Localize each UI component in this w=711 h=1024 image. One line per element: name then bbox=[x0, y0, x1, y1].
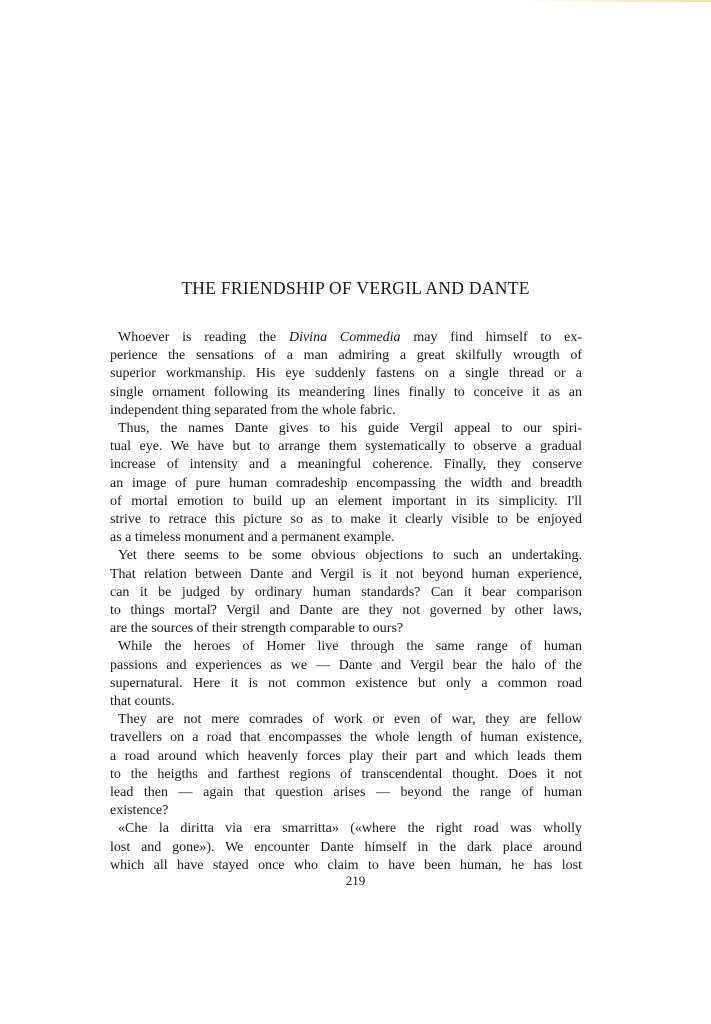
text-line bbox=[110, 766, 582, 784]
text-line bbox=[110, 438, 582, 456]
text-line bbox=[110, 748, 582, 766]
text-segment: lead then — again that question arises — beyond the range of human bbox=[110, 785, 582, 801]
text-line bbox=[110, 329, 582, 347]
text-segment: superior workmanship. His eye suddenly fastens on a single thread or a bbox=[110, 366, 582, 382]
text-segment: passions and experiences as we — Dante and Vergil bear the halo of the bbox=[110, 657, 582, 673]
text-line bbox=[110, 347, 582, 365]
text-line bbox=[110, 675, 582, 693]
text-segment: single ornament following its meandering lines finally to conceive it as an bbox=[110, 384, 582, 400]
text-segment: which all have stayed once who claim to have been human, he has lost bbox=[110, 857, 582, 873]
page-edge-tint bbox=[511, 0, 711, 2]
text-segment: as a timeless monument and a permanent example. bbox=[110, 530, 395, 546]
text-line bbox=[110, 638, 582, 656]
text-line bbox=[110, 602, 582, 620]
text-segment: to things mortal? Vergil and Dante are they not governed by other laws, bbox=[110, 603, 582, 619]
text-segment: Yet there seems to be some obvious objections to such an undertaking. bbox=[118, 548, 582, 564]
text-segment: travellers on a road that encompasses the whole length of human existence, bbox=[110, 730, 582, 746]
text-segment: supernatural. Here it is not common existence but only a common road bbox=[110, 675, 582, 691]
text-line bbox=[110, 620, 582, 638]
text-segment: that counts. bbox=[110, 694, 175, 710]
text-line bbox=[110, 384, 582, 402]
text-segment: «Che la diritta via era smarritta» («where the right road was wholly bbox=[118, 821, 582, 837]
page-number: 219 bbox=[345, 873, 366, 888]
text-line bbox=[110, 420, 582, 438]
paragraph bbox=[110, 547, 582, 638]
text-line bbox=[110, 657, 582, 675]
text-line bbox=[110, 547, 582, 565]
text-line bbox=[110, 802, 582, 820]
text-segment: They are not mere comrades of work or even of war, they are fellow bbox=[118, 712, 582, 728]
body-text bbox=[110, 329, 582, 875]
text-segment: are the sources of their strength comparable to ours? bbox=[110, 621, 404, 637]
paragraph bbox=[110, 420, 582, 547]
text-segment: That relation between Dante and Vergil is it not beyond human experience, bbox=[110, 566, 582, 582]
paragraph bbox=[110, 329, 582, 420]
text-segment: an image of pure human comradeship encompassing the width and breadth bbox=[110, 475, 582, 491]
italic-title: Divina Commedia bbox=[288, 330, 401, 345]
text-segment: lost and gone»). We encounter Dante himself in the dark place around bbox=[110, 839, 582, 855]
text-line bbox=[110, 693, 582, 711]
text-segment: Thus, the names Dante gives to his guide Vergil appeal to our spiri- bbox=[118, 421, 582, 437]
text-segment: to the heigths and farthest regions of transcendental thought. Does it not bbox=[110, 766, 582, 782]
text-line bbox=[110, 729, 582, 747]
paragraph bbox=[110, 820, 582, 875]
text-segment: strive to retrace this picture so as to make it clearly visible to be enjoyed bbox=[110, 512, 582, 528]
text-line bbox=[110, 365, 582, 383]
text-line bbox=[110, 493, 582, 511]
page-title: THE FRIENDSHIP OF VERGIL AND DANTE bbox=[181, 278, 530, 298]
text-segment: Whoever is reading the bbox=[118, 330, 289, 345]
text-segment: existence? bbox=[110, 803, 169, 819]
text-line bbox=[110, 475, 582, 493]
text-segment: While the heroes of Homer live through the same range of human bbox=[118, 639, 582, 655]
text-line bbox=[110, 584, 582, 602]
paragraph bbox=[110, 638, 582, 711]
text-line bbox=[110, 784, 582, 802]
text-segment: tual eye. We have but to arrange them systematically to observe a gradual bbox=[110, 439, 582, 455]
text-line bbox=[110, 402, 582, 420]
text-segment: can it be judged by ordinary human standards? Can it bear comparison bbox=[110, 584, 582, 600]
paragraph bbox=[110, 711, 582, 820]
text-segment: independent thing separated from the whole fabric. bbox=[110, 402, 396, 418]
text-segment: increase of intensity and a meaningful coherence. Finally, they conserve bbox=[110, 457, 582, 473]
text-segment: a road around which heavenly forces play their part and which leads them bbox=[110, 748, 582, 764]
text-segment: perience the sensations of a man admiring a great skilfully wrougth of bbox=[110, 348, 582, 364]
text-segment: may find himself to ex- bbox=[400, 330, 583, 345]
text-line bbox=[110, 566, 582, 584]
text-line bbox=[110, 711, 582, 729]
text-line bbox=[110, 529, 582, 547]
text-line bbox=[110, 820, 582, 838]
text-line bbox=[110, 456, 582, 474]
text-line bbox=[110, 839, 582, 857]
text-segment: of mortal emotion to build up an element important in its simplicity. I'll bbox=[110, 493, 582, 509]
text-line bbox=[110, 511, 582, 529]
